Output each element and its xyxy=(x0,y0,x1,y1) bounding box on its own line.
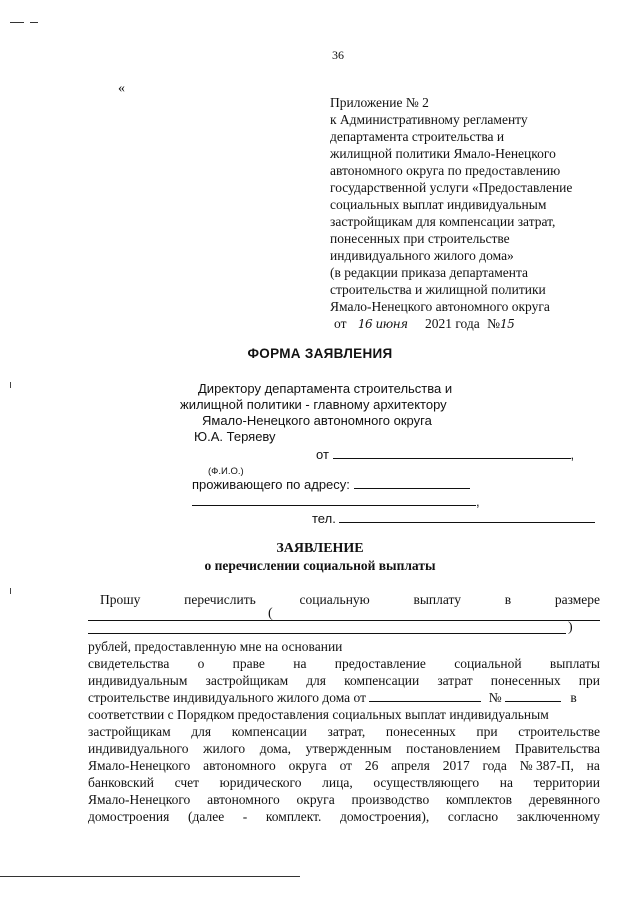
scan-mark xyxy=(10,22,24,23)
application-title: ЗАЯВЛЕНИЕ xyxy=(276,541,364,556)
amount-field[interactable] xyxy=(88,620,600,621)
certificate-date-field[interactable] xyxy=(369,689,481,702)
appendix-line: понесенных при строительстве xyxy=(330,231,510,246)
appendix-line: социальных выплат индивидуальным xyxy=(330,197,547,212)
scan-mark xyxy=(30,22,38,23)
addressee-line-3: Ямало-Ненецкого автономного округа xyxy=(202,413,432,428)
sign-number-label: № xyxy=(487,316,501,331)
body-line-8: Ямало-Ненецкого автономного округа от 26 апреля 2017 года № 387-П, на xyxy=(88,758,600,773)
body-line-3: индивидуальным застройщикам для компенсации затрат понесенных при xyxy=(88,673,600,688)
appendix-line: Приложение № 2 xyxy=(330,95,429,110)
body-line-11: домостроения (далее - комплект. домостроения), согласно заключенному xyxy=(88,809,600,824)
from-label: от xyxy=(316,447,329,462)
phone-field[interactable] xyxy=(339,510,595,523)
appendix-signature-line xyxy=(334,315,620,333)
sign-prefix: от xyxy=(334,316,347,331)
application-subtitle: о перечислении социальной выплаты xyxy=(204,558,436,573)
body-line-6: застройщикам для компенсации затрат, понесенных при строительстве xyxy=(88,724,600,739)
address-field-row xyxy=(192,476,470,493)
address-field-row-2: , xyxy=(192,493,480,510)
appendix-block xyxy=(330,94,620,333)
addressee-line-2: жилищной политики - главному архитектору xyxy=(180,397,447,412)
close-paren: ) xyxy=(568,620,573,635)
appendix-line: к Административному регламенту xyxy=(330,112,528,127)
appendix-line: Ямало-Ненецкого автономного округа xyxy=(330,299,550,314)
open-paren: ( xyxy=(268,606,273,621)
appendix-line: автономного округа по предоставлению xyxy=(330,163,561,178)
corner-mark: « xyxy=(118,81,125,96)
phone-label: тел. xyxy=(312,511,336,526)
handwritten-date: 16 июня xyxy=(357,317,408,331)
address-label: проживающего по адресу: xyxy=(192,477,350,492)
scan-mark xyxy=(10,588,11,594)
body-line-2: свидетельства о праве на предоставление социальной выплаты xyxy=(88,656,600,671)
addressee-line-1: Директору департамента строительства и xyxy=(198,381,453,396)
page-number: 36 xyxy=(332,48,344,62)
from-field-row: от , xyxy=(316,447,575,462)
appendix-line: жилищной политики Ямало-Ненецкого xyxy=(330,146,556,161)
body-line-5: соответствии с Порядком предоставления социальных выплат индивидуальным xyxy=(88,707,549,722)
body-line-4: строительстве индивидуального жилого дома от № в xyxy=(88,690,577,705)
appendix-line: строительства и жилищной политики xyxy=(330,282,546,297)
appendix-line: застройщикам для компенсации затрат, xyxy=(330,214,556,229)
amount-words-field[interactable] xyxy=(88,633,566,634)
sign-year: 2021 года xyxy=(424,316,480,331)
appendix-line: департамента строительства и xyxy=(330,129,505,144)
handwritten-number: 15 xyxy=(500,317,515,331)
phone-field-row xyxy=(312,510,595,527)
request-line: Прошу перечислить социальную выплату в размере xyxy=(100,592,600,607)
form-title: ФОРМА ЗАЯВЛЕНИЯ xyxy=(247,346,393,361)
body-line-10: Ямало-Ненецкого автономного округа производство комплектов деревянного xyxy=(88,792,600,807)
appendix-line: государственной услуги «Предоставление xyxy=(330,180,573,195)
appendix-line: (в редакции приказа департамента xyxy=(330,265,529,280)
fio-label: (Ф.И.О.) xyxy=(208,466,244,477)
appendix-line: индивидуального жилого дома» xyxy=(330,248,514,263)
address-field[interactable] xyxy=(354,476,470,489)
body-line-7: индивидуального жилого дома, утвержденным постановлением Правительства xyxy=(88,741,600,756)
addressee-line-4: Ю.А. Теряеву xyxy=(194,429,276,444)
scan-mark xyxy=(10,382,11,388)
from-name-field[interactable] xyxy=(333,446,571,459)
body-line-9: банковский счет юридического лица, осуществляющего на территории xyxy=(88,775,600,790)
address-field-2[interactable] xyxy=(192,493,476,506)
body-line-1: рублей, предоставленную мне на основании xyxy=(88,639,343,654)
certificate-number-field[interactable] xyxy=(505,689,561,702)
scan-bottom-line xyxy=(0,876,300,877)
